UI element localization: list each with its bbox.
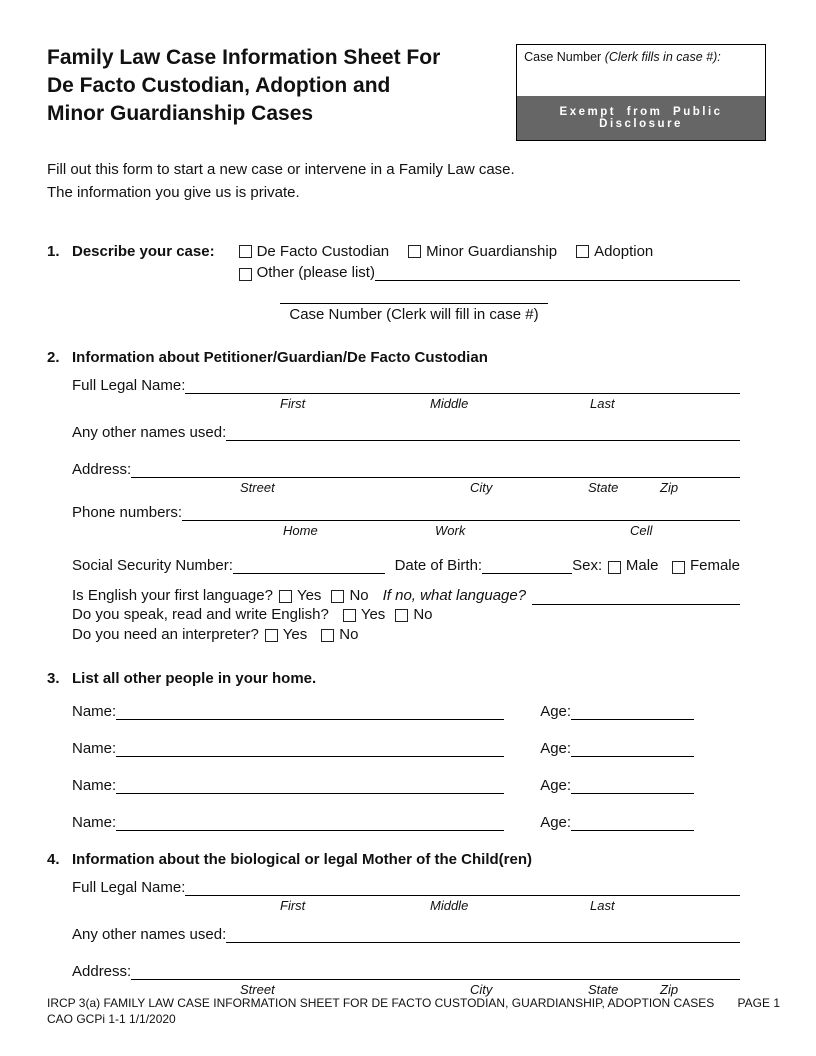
household-row-1 xyxy=(72,703,740,720)
household-name-field-1[interactable] xyxy=(116,719,504,720)
case-number-box-label: Case Number xyxy=(524,50,602,64)
household-name-field-4[interactable] xyxy=(116,830,504,831)
speak-read-write-question: Do you speak, read and write English? xyxy=(72,606,329,623)
intro-text xyxy=(47,158,766,205)
case-type-de-facto-custodian-label: De Facto Custodian xyxy=(256,242,390,260)
sublabel-zip: Zip xyxy=(660,982,679,997)
case-type-de-facto-custodian-checkbox[interactable] xyxy=(239,245,252,258)
sublabel-middle: Middle xyxy=(430,395,469,411)
sublabel-middle: Middle xyxy=(430,898,469,913)
section-3 xyxy=(47,670,740,687)
footer-form-code: CAO GCPi 1-1 1/1/2020 xyxy=(47,1011,176,1026)
ssn-field[interactable] xyxy=(233,573,385,574)
sex-label: Sex: xyxy=(572,556,603,574)
yes-label: Yes xyxy=(296,586,322,604)
mother-full-legal-name-label: Full Legal Name: xyxy=(72,879,186,896)
section-2-title: Information about Petitioner/Guardian/De Facto Custodian xyxy=(72,348,488,366)
name-sublabels xyxy=(72,394,740,411)
household-age-field-4[interactable] xyxy=(571,830,694,831)
case-type-adoption-checkbox[interactable] xyxy=(576,245,589,258)
sex-female-label: Female xyxy=(689,556,740,574)
section-1-number: 1. xyxy=(47,242,60,260)
sex-male-label: Male xyxy=(625,556,659,574)
yes-label: Yes xyxy=(282,625,308,643)
interpreter-no-checkbox[interactable] xyxy=(321,629,334,642)
ssn-label: Social Security Number: xyxy=(72,556,233,574)
household-row-3 xyxy=(72,777,740,794)
section-1 xyxy=(47,243,740,281)
case-type-minor-guardianship-label: Minor Guardianship xyxy=(426,242,558,260)
household-age-field-1[interactable] xyxy=(571,719,694,720)
page-footer xyxy=(47,996,780,1027)
name-label: Name: xyxy=(72,777,117,794)
form-title xyxy=(47,44,516,128)
intro-line1: Fill out this form to start a new case or intervene in a Family Law case. xyxy=(47,161,515,178)
household-name-field-3[interactable] xyxy=(116,793,504,794)
footer-form-name: IRCP 3(a) FAMILY LAW CASE INFORMATION SHEET FOR DE FACTO CUSTODIAN, GUARDIANSHIP, ADOPTION CASES xyxy=(47,996,715,1010)
no-label: No xyxy=(339,625,359,643)
yes-label: Yes xyxy=(360,606,386,623)
section-3-number: 3. xyxy=(47,670,60,687)
sublabel-work: Work xyxy=(435,522,466,538)
section-4 xyxy=(47,851,740,868)
age-label: Age: xyxy=(540,703,572,720)
mother-address-sublabels xyxy=(72,980,740,997)
name-label: Name: xyxy=(72,740,117,757)
full-legal-name-label: Full Legal Name: xyxy=(72,376,186,394)
no-label: No xyxy=(413,606,433,623)
what-language-question: If no, what language? xyxy=(382,586,527,604)
sublabel-last: Last xyxy=(590,898,615,913)
case-number-box-field[interactable] xyxy=(517,45,765,96)
footer-page-number: PAGE 1 xyxy=(737,996,780,1010)
sublabel-state: State xyxy=(588,479,619,495)
english-first-language-question: Is English your first language? xyxy=(72,586,273,604)
section-4-title: Information about the biological or legal Mother of the Child(ren) xyxy=(72,851,532,868)
english-first-language-yes-checkbox[interactable] xyxy=(279,590,292,603)
other-names-label: Any other names used: xyxy=(72,423,227,441)
other-case-type-field[interactable] xyxy=(375,280,740,281)
form-title-line3: Minor Guardianship Cases xyxy=(47,101,314,125)
mother-address-label: Address: xyxy=(72,963,132,980)
case-number-box-note: (Clerk fills in case #): xyxy=(604,50,721,64)
mother-name-sublabels xyxy=(72,896,740,913)
dob-label: Date of Birth: xyxy=(394,556,483,574)
mother-other-names-label: Any other names used: xyxy=(72,926,227,943)
household-name-field-2[interactable] xyxy=(116,756,504,757)
what-language-field[interactable] xyxy=(532,604,740,605)
case-type-other-label: Other (please list) xyxy=(256,263,375,281)
section-3-title: List all other people in your home. xyxy=(72,670,317,687)
form-title-line1: Family Law Case Information Sheet For xyxy=(47,46,441,69)
speak-read-write-no-checkbox[interactable] xyxy=(395,609,408,622)
sublabel-first: First xyxy=(280,395,306,411)
sublabel-cell: Cell xyxy=(630,522,653,538)
phone-numbers-label: Phone numbers: xyxy=(72,503,183,521)
section-2-number: 2. xyxy=(47,348,60,366)
sublabel-first: First xyxy=(280,898,306,913)
english-first-language-no-checkbox[interactable] xyxy=(331,590,344,603)
other-names-field[interactable] xyxy=(226,440,740,441)
case-type-other-checkbox[interactable] xyxy=(239,268,252,281)
sublabel-street: Street xyxy=(240,479,275,495)
sublabel-zip: Zip xyxy=(660,479,679,495)
dob-field[interactable] xyxy=(482,573,572,574)
exempt-banner: Exempt from Public Disclosure xyxy=(517,96,765,140)
section-1-title: Describe your case: xyxy=(72,242,215,260)
address-label: Address: xyxy=(72,460,132,478)
sex-male-checkbox[interactable] xyxy=(608,561,621,574)
sublabel-last: Last xyxy=(590,395,615,411)
interpreter-question: Do you need an interpreter? xyxy=(72,625,259,643)
phone-sublabels xyxy=(72,521,740,538)
header xyxy=(47,44,766,141)
case-number-box xyxy=(516,44,766,141)
household-age-field-3[interactable] xyxy=(571,793,694,794)
household-row-2 xyxy=(72,740,740,757)
sex-female-checkbox[interactable] xyxy=(672,561,685,574)
sublabel-home: Home xyxy=(283,522,318,538)
household-row-4 xyxy=(72,814,740,831)
case-type-adoption-label: Adoption xyxy=(594,242,654,260)
case-number-caption-block xyxy=(280,303,548,323)
age-label: Age: xyxy=(540,814,572,831)
name-label: Name: xyxy=(72,814,117,831)
section-4-number: 4. xyxy=(47,851,60,868)
age-label: Age: xyxy=(540,777,572,794)
section-2 xyxy=(47,349,740,366)
household-age-field-2[interactable] xyxy=(571,756,694,757)
case-type-minor-guardianship-checkbox[interactable] xyxy=(408,245,421,258)
sublabel-street: Street xyxy=(240,982,275,997)
form-title-line2: De Facto Custodian, Adoption and xyxy=(47,73,391,97)
sublabel-state: State xyxy=(588,982,619,997)
mother-other-names-field[interactable] xyxy=(226,942,740,943)
age-label: Age: xyxy=(540,740,572,757)
sublabel-city: City xyxy=(470,479,493,495)
speak-read-write-yes-checkbox[interactable] xyxy=(343,609,356,622)
name-label: Name: xyxy=(72,703,117,720)
no-label: No xyxy=(349,586,369,604)
sublabel-city: City xyxy=(470,982,493,997)
interpreter-yes-checkbox[interactable] xyxy=(265,629,278,642)
address-sublabels xyxy=(72,478,740,495)
intro-line2: The information you give us is private. xyxy=(47,184,300,202)
case-number-caption: Case Number (Clerk will fill in case #) xyxy=(289,305,539,323)
